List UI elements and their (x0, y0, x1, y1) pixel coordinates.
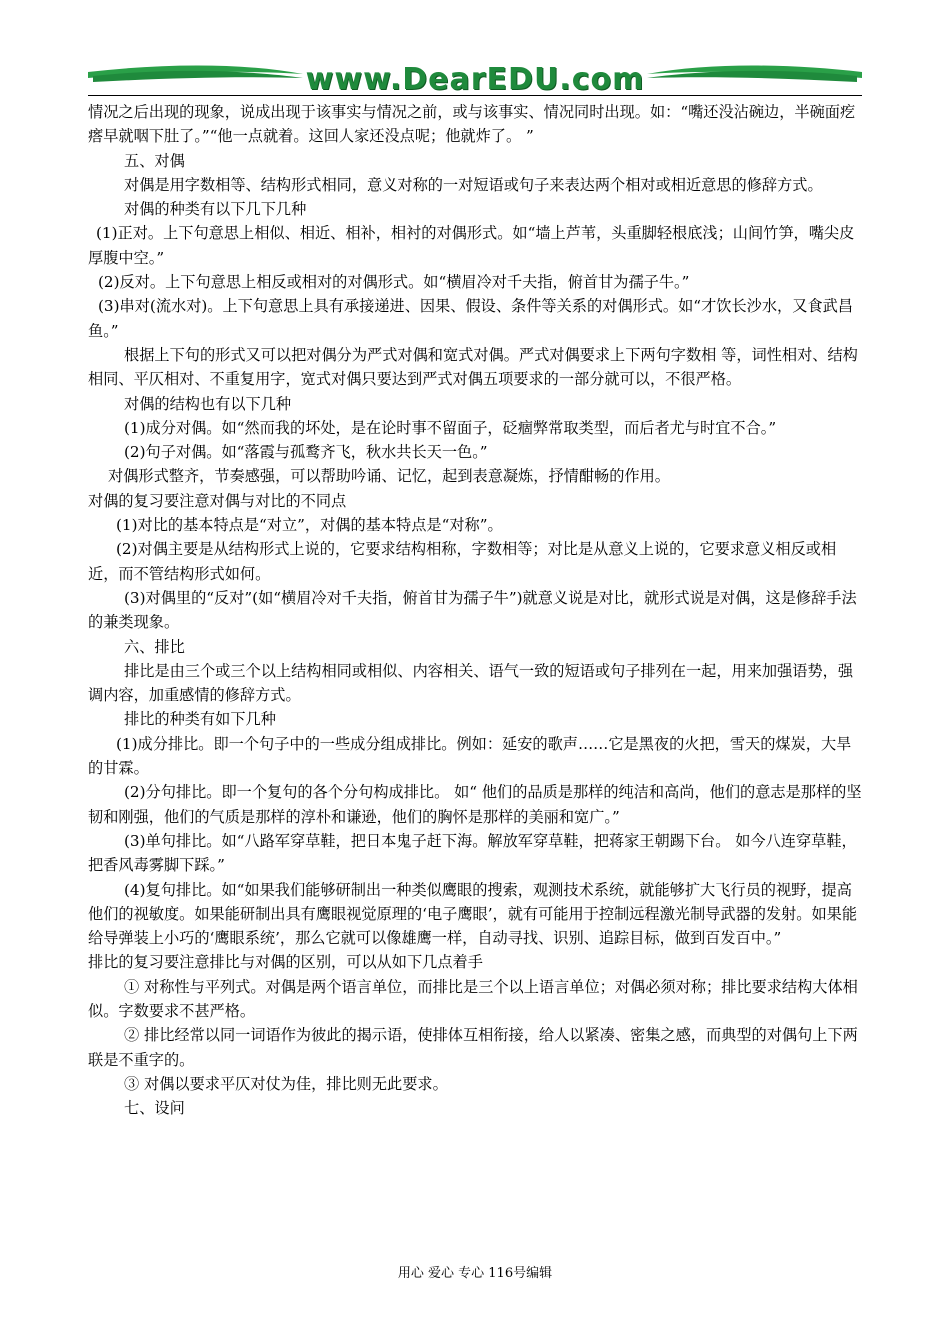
paragraph: ① 对称性与平列式。对偶是两个语言单位，而排比是三个以上语言单位；对偶必须对称；排比要求结构大体相似。字数要求不甚严格。 (88, 977, 858, 1020)
document-body (88, 100, 862, 1120)
paragraph: ② 排比经常以同一词语作为彼此的揭示语，使排体互相衔接，给人以紧凑、密集之感，而典型的对偶句上下两联是不重字的。 (88, 1026, 858, 1069)
paragraph: 对偶的复习要注意对偶与对比的不同点 (88, 491, 347, 510)
paragraph: (1)对比的基本特点是“对立”，对偶的基本特点是“对称”。 (116, 516, 503, 535)
paragraph: (2)分句排比。即一个复句的各个分句构成排比。 如“ 他们的品质是那样的纯洁和高尚，他们的意志是那样的坚韧和刚强，他们的气质是那样的淳朴和谦逊，他们的胸怀是那样的美丽和宽广。” (88, 783, 862, 826)
paragraph: (3)串对(流水对)。上下句意思上具有承接递进、因果、假设、条件等关系的对偶形式。如“才饮长沙水，又食武昌鱼。” (88, 297, 853, 340)
paragraph: (3)对偶里的“反对”(如“横眉冷对千夫指，俯首甘为孺子牛”)就意义说是对比，就形式说是对偶，这是修辞手法的兼类现象。 (88, 588, 857, 632)
paragraph: 情况之后出现的现象，说成出现于该事实与情况之前，或与该事实、情况同时出现。如：“嘴还没沾碗边，半碗面疙瘩早就咽下肚了。”“他一点就着。这回人家还没点呢；他就炸了。 ” (88, 103, 856, 146)
paragraph: (2)反对。上下句意思上相反或相对的对偶形式。如“横眉冷对千夫指，俯首甘为孺子牛。” (98, 273, 690, 292)
site-logo: www.DearEDU.com (305, 62, 645, 97)
paragraph: (1)正对。上下句意思上相似、相近、相补，相衬的对偶形式。如“墙上芦苇，头重脚轻根底浅；山间竹笋，嘴尖皮厚腹中空。” (88, 224, 855, 267)
site-header-banner (88, 58, 862, 98)
paragraph: (1)成分对偶。如“然而我的坏处，是在论时事不留面子，砭痼弊常取类型，而后者尤与时宜不合。” (124, 418, 777, 437)
paragraph: 对偶形式整齐，节奏感强，可以帮助吟诵、记忆，起到表意凝炼，抒情酣畅的作用。 (108, 467, 670, 486)
paragraph: 七、设问 (124, 1099, 185, 1118)
paragraph: 五、对偶 (124, 151, 185, 170)
paragraph: 排比是由三个或三个以上结构相同或相似、内容相关、语气一致的短语或句子排列在一起，用来加强语势，强调内容，加重感情的修辞方式。 (88, 661, 853, 705)
paragraph: ③ 对偶以要求平仄对仗为佳，排比则无此要求。 (124, 1074, 448, 1093)
paragraph: (4)复句排比。如“如果我们能够研制出一种类似鹰眼的搜索，观测技术系统，就能够扩大飞行员的视野，提高他们的视敏度。如果能研制出具有鹰眼视觉原理的‘电子鹰眼’，就有可能用于控制远程激光制导武器的发射。如果能给导弹装上小巧的‘鹰眼系统’，那么它就可以像雄鹰一样，自动寻找、识别、追踪目标，做到百发百中。” (88, 880, 858, 948)
paragraph: 排比的复习要注意排比与对偶的区别，可以从如下几点着手 (88, 953, 483, 972)
page-footer: 用心 爱心 专心 116号编辑 (397, 1266, 553, 1281)
header-divider (88, 95, 862, 96)
paragraph: 对偶的结构也有以下几种 (124, 394, 292, 413)
paragraph: (1)成分排比。即一个句子中的一些成分组成排比。例如：延安的歌声……它是黑夜的火把，雪天的煤炭，大旱的甘霖。 (88, 734, 852, 778)
paragraph: 对偶是用字数相等、结构形式相同，意义对称的一对短语或句子来表达两个相对或相近意思的修辞方式。 (124, 175, 823, 194)
paragraph: 根据上下句的形式又可以把对偶分为严式对偶和宽式对偶。严式对偶要求上下两句字数相 等，词性相对、结构相同、平仄相对、不重复用字，宽式对偶只要达到严式对偶五项要求的一部分就可以，不很严格。 (88, 345, 858, 389)
paragraph: (2)对偶主要是从结构形式上说的，它要求结构相称，字数相等；对比是从意义上说的，它要求意义相反或相近，而不管结构形式如何。 (88, 540, 837, 583)
paragraph: (2)句子对偶。如“落霞与孤鹜齐飞，秋水共长天一色。” (124, 443, 488, 462)
paragraph: 对偶的种类有以下几下几种 (124, 200, 307, 219)
paragraph: 排比的种类有如下几种 (124, 710, 276, 729)
paragraph: 六、排比 (124, 637, 185, 656)
paragraph: (3)单句排比。如“八路军穿草鞋，把日本鬼子赶下海。解放军穿草鞋，把蒋家王朝踢下台。 如今八连穿草鞋，把香风毒雾脚下踩。” (88, 831, 857, 875)
